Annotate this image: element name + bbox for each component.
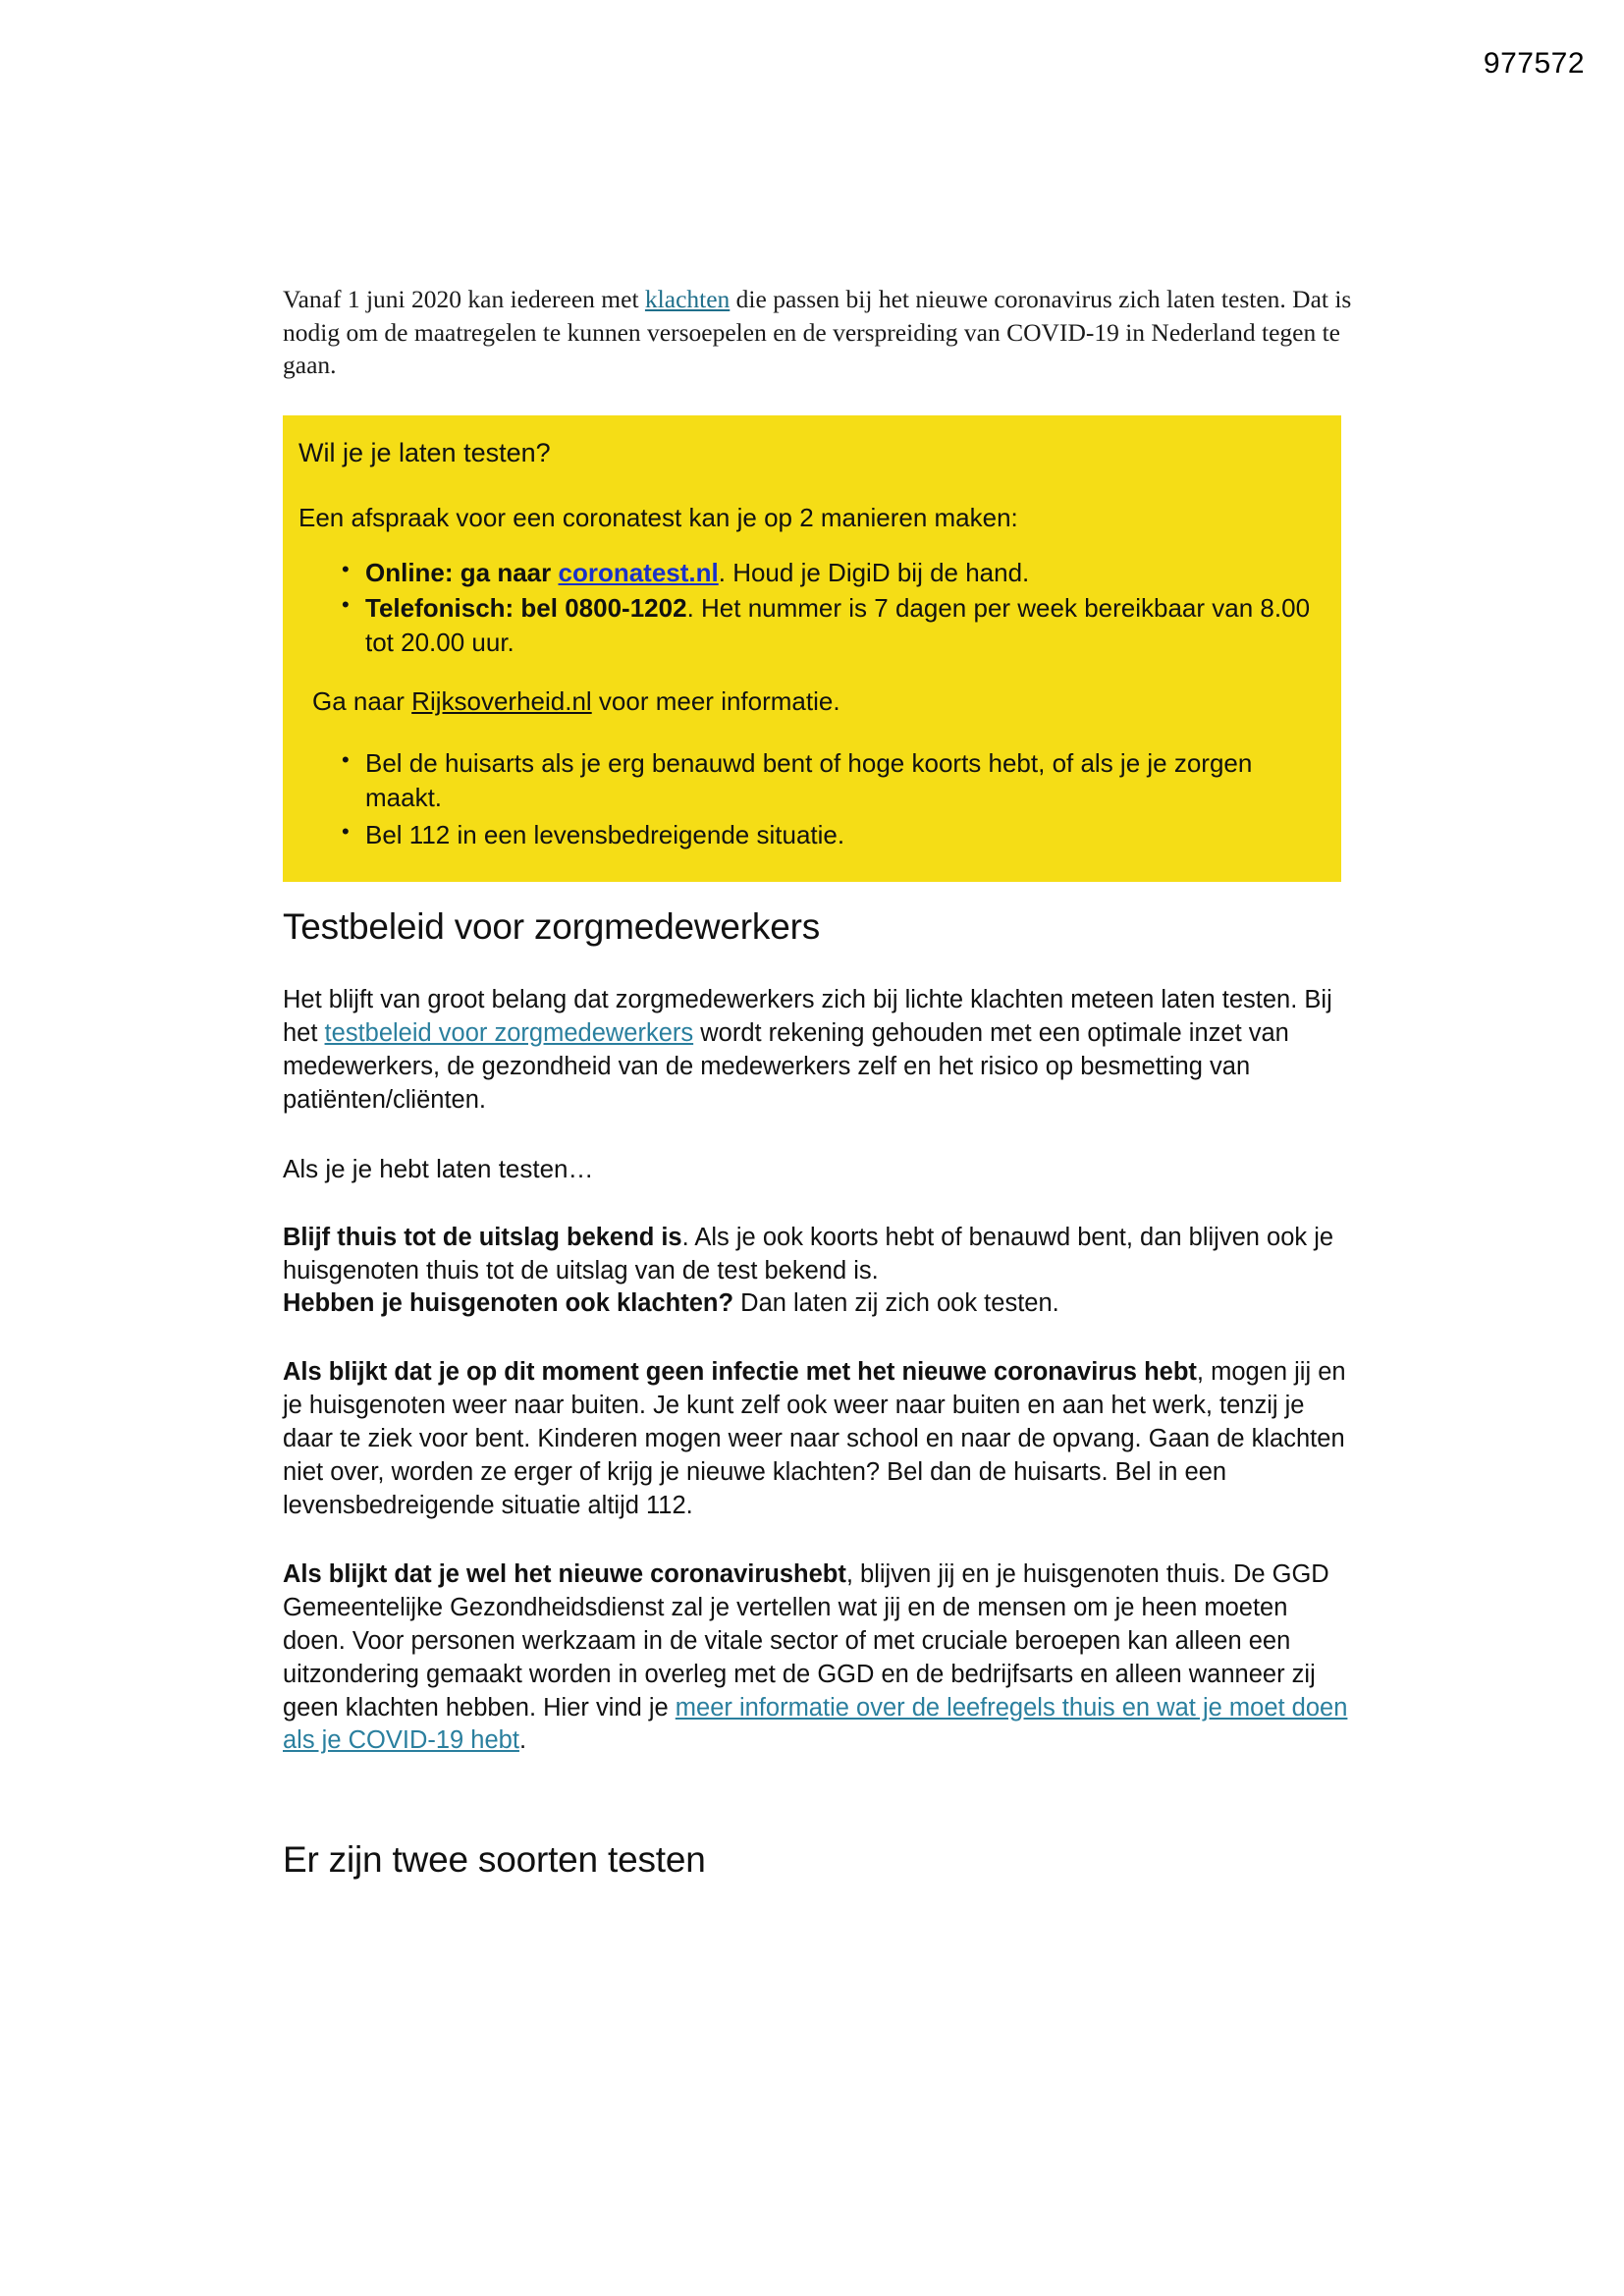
geen-infectie-bold: Als blijkt dat je op dit moment geen infectie met het nieuwe coronavirus hebt bbox=[283, 1358, 1197, 1387]
coronatest-nl-link[interactable]: coronatest.nl bbox=[558, 557, 719, 587]
option-online-rest: . Houd je DigiD bij de hand. bbox=[718, 557, 1030, 587]
wel-coronavirus-text1: , blijven jij en je huisgenoten thuis. De GGD Gemeentelijke Gezondheidsdienst zal je vertellen wat jij en de mensen om je heen moeten doen. Voor personen werkzaam in de vitale sector of met cruciale beroepen kan alleen een uitzondering gemaakt worden in overleg met de GGD en de bedrijfsarts en alleen wanneer zij geen klachten hebben. Hier vind je bbox=[283, 1559, 1329, 1722]
leefregels-thuis-link[interactable]: meer informatie over de leefregels thuis en wat je moet doen als je COVID-19 hebt bbox=[283, 1693, 1348, 1755]
list-item bbox=[342, 556, 1324, 590]
rijksoverheid-nl-link[interactable]: Rijksoverheid.nl bbox=[411, 685, 592, 716]
page-number: 977572 bbox=[1483, 47, 1585, 80]
intro-text-part2: die passen bij het nieuwe coronavirus zich laten testen. Dat is nodig om de maatregelen te kunnen versoepelen en de verspreiding van COVID-19 in Nederland tegen te gaan. bbox=[283, 285, 1352, 380]
rijksoverheid-prefix: Ga naar bbox=[312, 685, 412, 716]
intro-paragraph bbox=[283, 283, 1353, 382]
testbeleid-text-part1: Het blijft van groot belang dat zorgmedewerkers zich bij lichte klachten meteen laten testen. Bij het bbox=[283, 986, 1332, 1048]
option-phone-rest: . Het nummer is 7 dagen per week bereikbaar van 8.00 tot 20.00 uur. bbox=[365, 593, 1311, 658]
blijf-thuis-paragraph bbox=[283, 1222, 1353, 1322]
heading-twee-soorten-testen: Er zijn twee soorten testen bbox=[283, 1839, 706, 1881]
geen-infectie-paragraph bbox=[283, 1356, 1353, 1523]
rijksoverheid-suffix: voor meer informatie. bbox=[591, 685, 840, 716]
klachten-link[interactable]: klachten bbox=[644, 285, 731, 313]
huisgenoten-klachten-bold: Hebben je huisgenoten ook klachten? bbox=[283, 1289, 734, 1318]
blijf-thuis-bold: Blijf thuis tot de uitslag bekend is bbox=[283, 1223, 682, 1251]
wel-coronavirus-text2: . bbox=[518, 1726, 527, 1755]
rijksoverheid-line bbox=[298, 685, 1324, 718]
document-content bbox=[283, 283, 1353, 1918]
subheading-als-je-getest: Als je je hebt laten testen… bbox=[283, 1153, 594, 1183]
blijf-thuis-text: . Als je ook koorts hebt of benauwd bent, dan blijven ook je huisgenoten thuis tot de uitslag van de test bekend is. bbox=[283, 1223, 1334, 1285]
list-item: • Bel de huisarts als je erg benauwd bent of hoge koorts hebt, of als je je zorgen maakt. bbox=[342, 746, 1324, 814]
list-item: • Bel 112 in een levensbedreigende situatie. bbox=[342, 818, 1324, 852]
yellow-box-lead: Een afspraak voor een coronatest kan je op 2 manieren maken: bbox=[298, 503, 1018, 533]
appointment-options-list bbox=[298, 556, 1324, 660]
option-online-label: Online: ga naar bbox=[365, 557, 559, 587]
wel-coronavirus-paragraph bbox=[283, 1558, 1353, 1758]
emergency-advice-list bbox=[298, 746, 1324, 852]
yellow-box-title: Wil je je laten testen? bbox=[298, 437, 551, 467]
wel-coronavirus-bold: Als blijkt dat je wel het nieuwe coronavirushebt bbox=[283, 1559, 846, 1588]
testbeleid-paragraph bbox=[283, 984, 1353, 1118]
yellow-highlight-box bbox=[283, 415, 1341, 882]
heading-testbeleid-zorgmedewerkers: Testbeleid voor zorgmedewerkers bbox=[283, 905, 820, 947]
intro-text-part1: Vanaf 1 juni 2020 kan iedereen met bbox=[283, 285, 645, 313]
option-phone-label: Telefonisch: bel 0800-1202 bbox=[365, 593, 687, 624]
testbeleid-text-part2: wordt rekening gehouden met een optimale inzet van medewerkers, de gezondheid van de medewerkers zelf en het risico op besmetting van patiënten/cliënten. bbox=[283, 1019, 1289, 1114]
huisgenoten-klachten-text: Dan laten zij zich ook testen. bbox=[733, 1289, 1059, 1318]
list-item bbox=[342, 591, 1324, 659]
testbeleid-zorgmedewerkers-link[interactable]: testbeleid voor zorgmedewerkers bbox=[324, 1019, 694, 1048]
geen-infectie-text: , mogen jij en je huisgenoten weer naar buiten. Je kunt zelf ook weer naar buiten en aan het werk, tenzij je daar te ziek voor bent. Kinderen mogen weer naar school en naar de opvang. Gaan de klachten niet over, worden ze erger of krijg je nieuwe klachten? Bel dan de huisarts. Bel in een levensbedreigende situatie altijd 112. bbox=[283, 1358, 1346, 1519]
